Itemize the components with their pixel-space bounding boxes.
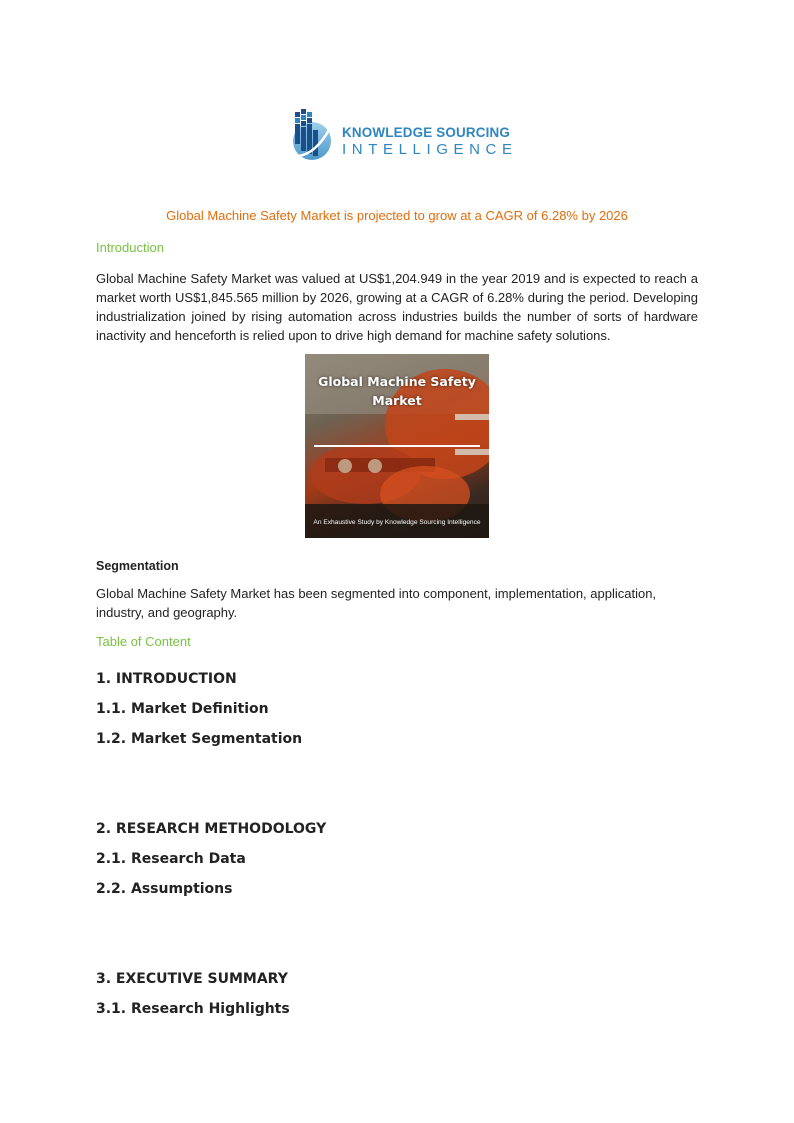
logo-line1: KNOWLEDGE SOURCING bbox=[342, 125, 511, 140]
cover-subtitle: An Exhaustive Study by Knowledge Sourcing Intelligence bbox=[313, 519, 481, 526]
toc-item: 2. RESEARCH METHODOLOGY bbox=[96, 821, 327, 837]
toc-item: 2.1. Research Data bbox=[96, 851, 246, 867]
segmentation-paragraph: Global Machine Safety Market has been segmented into component, implementation, application, industry, and geography. bbox=[96, 586, 657, 620]
toc-item: 1.1. Market Definition bbox=[96, 701, 269, 717]
introduction-heading: Introduction bbox=[96, 240, 164, 255]
toc-item: 2.2. Assumptions bbox=[96, 881, 233, 897]
toc-heading: Table of Content bbox=[96, 634, 191, 649]
cover-title bbox=[305, 372, 489, 410]
cover-title-line2: Market bbox=[372, 393, 422, 408]
toc-item: 3.1. Research Highlights bbox=[96, 1001, 290, 1017]
document-title: Global Machine Safety Market is projected to grow at a CAGR of 6.28% by 2026 bbox=[166, 208, 628, 223]
report-cover-image bbox=[305, 354, 489, 538]
company-logo bbox=[290, 106, 518, 166]
logo-globe-icon bbox=[290, 106, 340, 166]
segmentation-heading: Segmentation bbox=[96, 559, 179, 573]
toc-item: 1.2. Market Segmentation bbox=[96, 731, 303, 747]
logo-line2: INTELLIGENCE bbox=[342, 141, 518, 159]
toc-item: 1. INTRODUCTION bbox=[96, 671, 237, 687]
toc-item: 3. EXECUTIVE SUMMARY bbox=[96, 971, 288, 987]
cover-title-line1: Global Machine Safety bbox=[318, 374, 476, 389]
introduction-paragraph: Global Machine Safety Market was valued at US$1,204.949 in the year 2019 and is expected to reach a market worth US$1,845.565 million by 2026, growing at a CAGR of 6.28% during the period. Developing industrialization joined by rising automation across industries builds the number of sorts of hardware inactivity and henceforth is relied upon to drive high demand for machine safety solutions. bbox=[96, 271, 698, 343]
logo-wordmark bbox=[342, 126, 518, 157]
cover-divider bbox=[314, 445, 480, 447]
